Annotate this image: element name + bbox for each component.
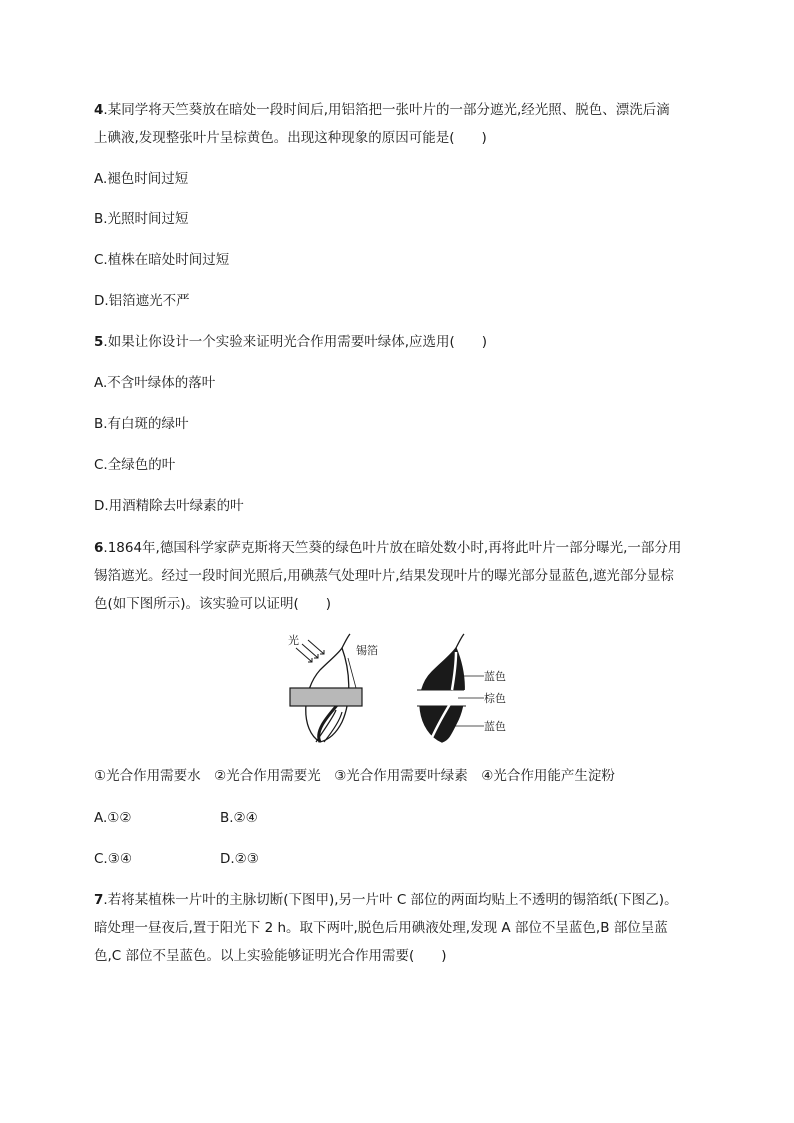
q5-option-a: A.不含叶绿体的落叶 xyxy=(94,375,216,391)
q5-option-d: D.用酒精除去叶绿素的叶 xyxy=(94,498,244,514)
q6-stem-line2: 锡箔遮光。经过一段时间光照后,用碘蒸气处理叶片,结果发现叶片的曝光部分显蓝色,遮光部分显棕 xyxy=(94,568,674,584)
q4-number: 4 xyxy=(94,102,104,118)
label-foil: 锡箔 xyxy=(356,644,378,657)
q6-option-d: D.②③ xyxy=(220,851,259,867)
q5-stem-line1 xyxy=(94,332,487,352)
tin-foil-strip xyxy=(290,688,362,706)
q7-stem-text1: .若将某植株一片叶的主脉切断(下图甲),另一片叶 C 部位的两面均贴上不透明的锡箔纸(下图乙)。 xyxy=(103,892,678,908)
light-arrows xyxy=(296,640,324,662)
q4-stem-line2: 上碘液,发现整张叶片呈棕黄色。出现这种现象的原因可能是( ) xyxy=(94,130,487,146)
q5-option-c: C.全绿色的叶 xyxy=(94,457,176,473)
q5-number: 5 xyxy=(94,334,104,350)
q4-stem-line1 xyxy=(94,100,670,120)
left-leaf-with-foil xyxy=(290,634,362,742)
q4-option-a: A.褪色时间过短 xyxy=(94,171,189,187)
q4-option-c: C.植株在暗处时间过短 xyxy=(94,252,230,268)
q7-stem-line1 xyxy=(94,890,678,910)
label-light: 光 xyxy=(288,634,299,647)
q5-option-b: B.有白斑的绿叶 xyxy=(94,416,189,432)
q7-number: 7 xyxy=(94,892,104,908)
label-blue-top: 蓝色 xyxy=(484,670,506,683)
label-brown: 棕色 xyxy=(484,692,506,705)
q4-stem-text1: .某同学将天竺葵放在暗处一段时间后,用铝箔把一张叶片的一部分遮光,经光照、脱色、漂洗后滴 xyxy=(103,102,670,118)
q4-option-b: B.光照时间过短 xyxy=(94,211,189,227)
q6-statements: ①光合作用需要水 ②光合作用需要光 ③光合作用需要叶绿素 ④光合作用能产生淀粉 xyxy=(94,768,615,784)
q4-option-d: D.铝箔遮光不严 xyxy=(94,293,190,309)
q7-stem-line3: 色,C 部位不呈蓝色。以上实验能够证明光合作用需要( ) xyxy=(94,948,447,964)
q7-stem-line2: 暗处理一昼夜后,置于阳光下 2 h。取下两叶,脱色后用碘液处理,发现 A 部位不呈蓝色,B 部位呈蓝 xyxy=(94,920,668,936)
leaf-experiment-figure xyxy=(280,630,520,750)
q6-option-c: C.③④ xyxy=(94,851,132,867)
q6-option-a: A.①② xyxy=(94,810,132,826)
q6-option-b: B.②④ xyxy=(220,810,258,826)
label-blue-bottom: 蓝色 xyxy=(484,720,506,733)
q6-stem-line1 xyxy=(94,538,681,558)
q6-stem-text1: .1864年,德国科学家萨克斯将天竺葵的绿色叶片放在暗处数小时,再将此叶片一部分曝光,一部分用 xyxy=(103,540,682,556)
q6-number: 6 xyxy=(94,540,104,556)
q5-stem-text1: .如果让你设计一个实验来证明光合作用需要叶绿体,应选用( ) xyxy=(103,334,488,350)
q6-stem-line3: 色(如下图所示)。该实验可以证明( ) xyxy=(94,596,332,612)
